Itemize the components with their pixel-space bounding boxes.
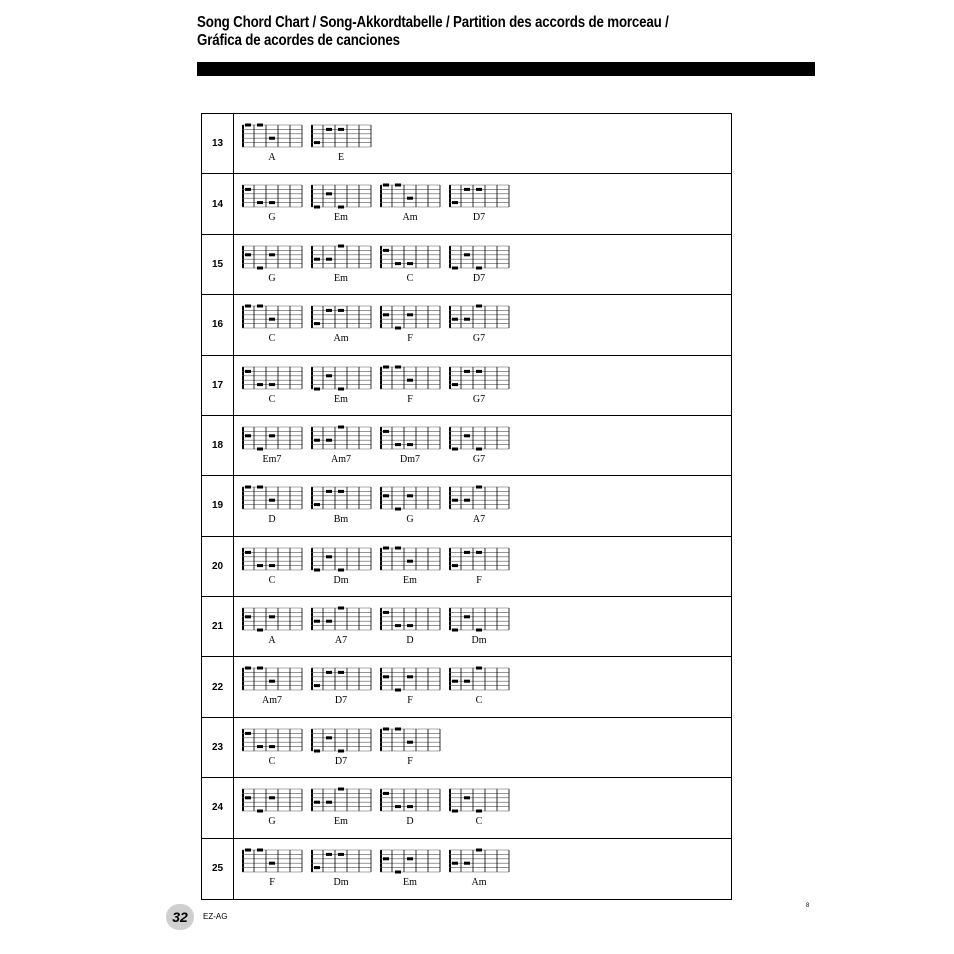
chord-cell [240,545,304,595]
chord-name: C [268,574,276,586]
chord-cell [309,847,373,897]
chord-diagram-icon [378,726,442,754]
chord-cell [309,364,373,414]
chord-diagram-icon [309,665,373,693]
chord-diagram-icon [240,665,304,693]
song-row [202,778,731,838]
chord-diagram-icon [378,847,442,875]
song-row [202,174,731,234]
chord-name: Em [403,876,417,888]
chord-name: F [407,393,413,405]
chord-name: C [268,333,276,345]
chord-cell [309,303,373,353]
chord-diagram-icon [447,303,511,331]
chord-cell [309,665,373,715]
chord-cell [447,303,511,353]
chord-diagram-icon [240,605,304,633]
chord-cell [240,122,304,172]
chord-name: Am7 [262,695,282,707]
chord-diagram-icon [378,243,442,271]
chord-name: Dm7 [400,453,420,465]
chord-name: C [406,272,414,284]
chord-cell [447,364,511,414]
chord-cell [240,786,304,836]
chord-cell [240,484,304,534]
chord-diagram-icon [240,484,304,512]
chord-cell [447,182,511,232]
chord-diagram-icon [309,122,373,150]
chord-cell [378,182,442,232]
chord-name: C [268,393,276,405]
chord-diagram-icon [378,484,442,512]
chord-cell [309,545,373,595]
song-number: 22 [202,657,234,716]
chord-name: Am [471,876,487,888]
chord-name: Em [334,816,348,828]
chord-cell [240,303,304,353]
chord-cell [240,847,304,897]
chord-name: E [337,152,345,163]
chord-diagram-icon [447,424,511,452]
page-title-line-1: Song Chord Chart / Song-Akkordtabelle / Partition des accords de morceau / [197,14,669,31]
chord-name: C [268,755,276,767]
chord-name: G7 [472,333,486,345]
song-row [202,295,731,355]
chord-name: G [268,816,276,828]
chord-diagram-icon [447,605,511,633]
chord-name: F [476,574,482,586]
chord-diagram-icon [240,364,304,392]
chord-cell [309,726,373,776]
chord-diagram-icon [309,605,373,633]
chord-diagram-icon [378,424,442,452]
chord-name: D [268,514,276,526]
chord-name: A7 [472,514,486,526]
chord-cell [309,424,373,474]
chord-name: A [268,635,276,647]
chord-name: D7 [472,272,486,284]
chord-cell [240,605,304,655]
song-row [202,356,731,416]
chord-name: C [475,695,483,707]
chord-name: D [406,816,414,828]
chord-cell [378,484,442,534]
chord-name: Em [334,393,348,405]
chord-name: Em [334,272,348,284]
chord-cell [309,786,373,836]
chord-diagram-icon [309,484,373,512]
chord-name: G7 [472,393,486,405]
page-title [197,14,747,50]
chord-cell [447,847,511,897]
song-number: 15 [202,235,234,294]
page-title-line-2: Gráfica de acordes de canciones [197,32,400,49]
song-row [202,235,731,295]
chord-name: D7 [472,212,486,224]
chord-diagram-icon [378,303,442,331]
chord-name: F [407,695,413,707]
chord-cell [447,545,511,595]
chord-name: Bm [333,514,349,526]
chord-name: G [406,514,414,526]
chord-diagram-icon [309,847,373,875]
chord-name: Em [334,212,348,224]
chord-diagram-icon [309,424,373,452]
song-number: 25 [202,839,234,899]
chord-name: F [269,876,275,888]
chord-diagram-icon [378,605,442,633]
chord-diagram-icon [309,786,373,814]
chord-diagram-icon [309,303,373,331]
chord-cell [378,786,442,836]
chord-cell [240,182,304,232]
chord-diagram-icon [378,665,442,693]
chord-cell [447,786,511,836]
chord-name: G7 [472,453,486,465]
chord-diagram-icon [309,364,373,392]
chord-name: F [407,755,413,767]
chord-cell [240,665,304,715]
corner-mark: 8 [806,903,810,909]
song-row [202,718,731,778]
chord-diagram-icon [240,182,304,210]
song-row [202,476,731,536]
chord-name: C [475,816,483,828]
title-divider-bar [197,62,815,76]
chord-diagram-icon [240,424,304,452]
song-number: 18 [202,416,234,475]
chord-name: D7 [334,695,348,707]
chord-name: Dm [471,635,487,647]
chord-diagram-icon [447,665,511,693]
chord-diagram-icon [309,243,373,271]
chord-name: Dm [333,876,349,888]
chord-diagram-icon [240,545,304,573]
chord-cell [240,726,304,776]
chord-diagram-icon [378,364,442,392]
page-number-badge: 32 [166,904,194,930]
chord-cell [240,424,304,474]
chord-diagram-icon [240,847,304,875]
song-number: 20 [202,537,234,596]
chord-cell [378,303,442,353]
chord-name: A7 [334,635,348,647]
chord-name: F [407,333,413,345]
chord-name: D [406,635,414,647]
chord-cell [309,243,373,293]
chord-diagram-icon [378,182,442,210]
chord-diagram-icon [447,786,511,814]
chord-diagram-icon [240,726,304,754]
song-number: 13 [202,114,234,173]
chord-name: Em7 [262,453,282,465]
chord-cell [240,243,304,293]
chord-diagram-icon [240,303,304,331]
chord-name: A [268,152,276,163]
song-row [202,537,731,597]
song-number: 19 [202,476,234,535]
chord-cell [378,847,442,897]
chord-name: G [268,272,276,284]
chord-cell [309,484,373,534]
chord-diagram-icon [240,786,304,814]
chord-diagram-icon [447,182,511,210]
chord-diagram-icon [240,122,304,150]
chord-name: Am7 [331,453,351,465]
chord-diagram-icon [378,545,442,573]
chord-cell [447,424,511,474]
chord-cell [378,424,442,474]
song-number: 23 [202,718,234,777]
song-number: 16 [202,295,234,354]
chord-cell [378,726,442,776]
song-number: 21 [202,597,234,656]
chord-cell [309,182,373,232]
chord-name: G [268,212,276,224]
song-row [202,839,731,899]
song-row [202,416,731,476]
chord-cell [378,665,442,715]
chord-cell [378,545,442,595]
chord-name: Am [333,333,349,345]
chord-diagram-icon [447,545,511,573]
chord-diagram-icon [447,243,511,271]
chord-cell [447,243,511,293]
chord-diagram-icon [447,484,511,512]
chord-name: Am [402,212,418,224]
chord-cell [447,665,511,715]
song-number: 24 [202,778,234,837]
chord-diagram-icon [309,545,373,573]
chord-name: Em [403,574,417,586]
song-row [202,657,731,717]
chord-cell [447,484,511,534]
chord-cell [447,605,511,655]
chord-diagram-icon [447,847,511,875]
chord-diagram-icon [378,786,442,814]
footer-model-label: EZ-AG [203,912,228,921]
chord-cell [378,243,442,293]
chord-name: Dm [333,574,349,586]
chord-name: D7 [334,755,348,767]
song-number: 14 [202,174,234,233]
chord-diagram-icon [309,726,373,754]
chord-cell [240,364,304,414]
chord-diagram-icon [309,182,373,210]
chord-cell [378,364,442,414]
chord-cell [378,605,442,655]
chord-diagram-icon [240,243,304,271]
song-row [202,114,731,174]
chord-cell [309,122,373,172]
song-number: 17 [202,356,234,415]
song-row [202,597,731,657]
song-chord-chart-table [201,113,732,900]
chord-cell [309,605,373,655]
chord-diagram-icon [447,364,511,392]
